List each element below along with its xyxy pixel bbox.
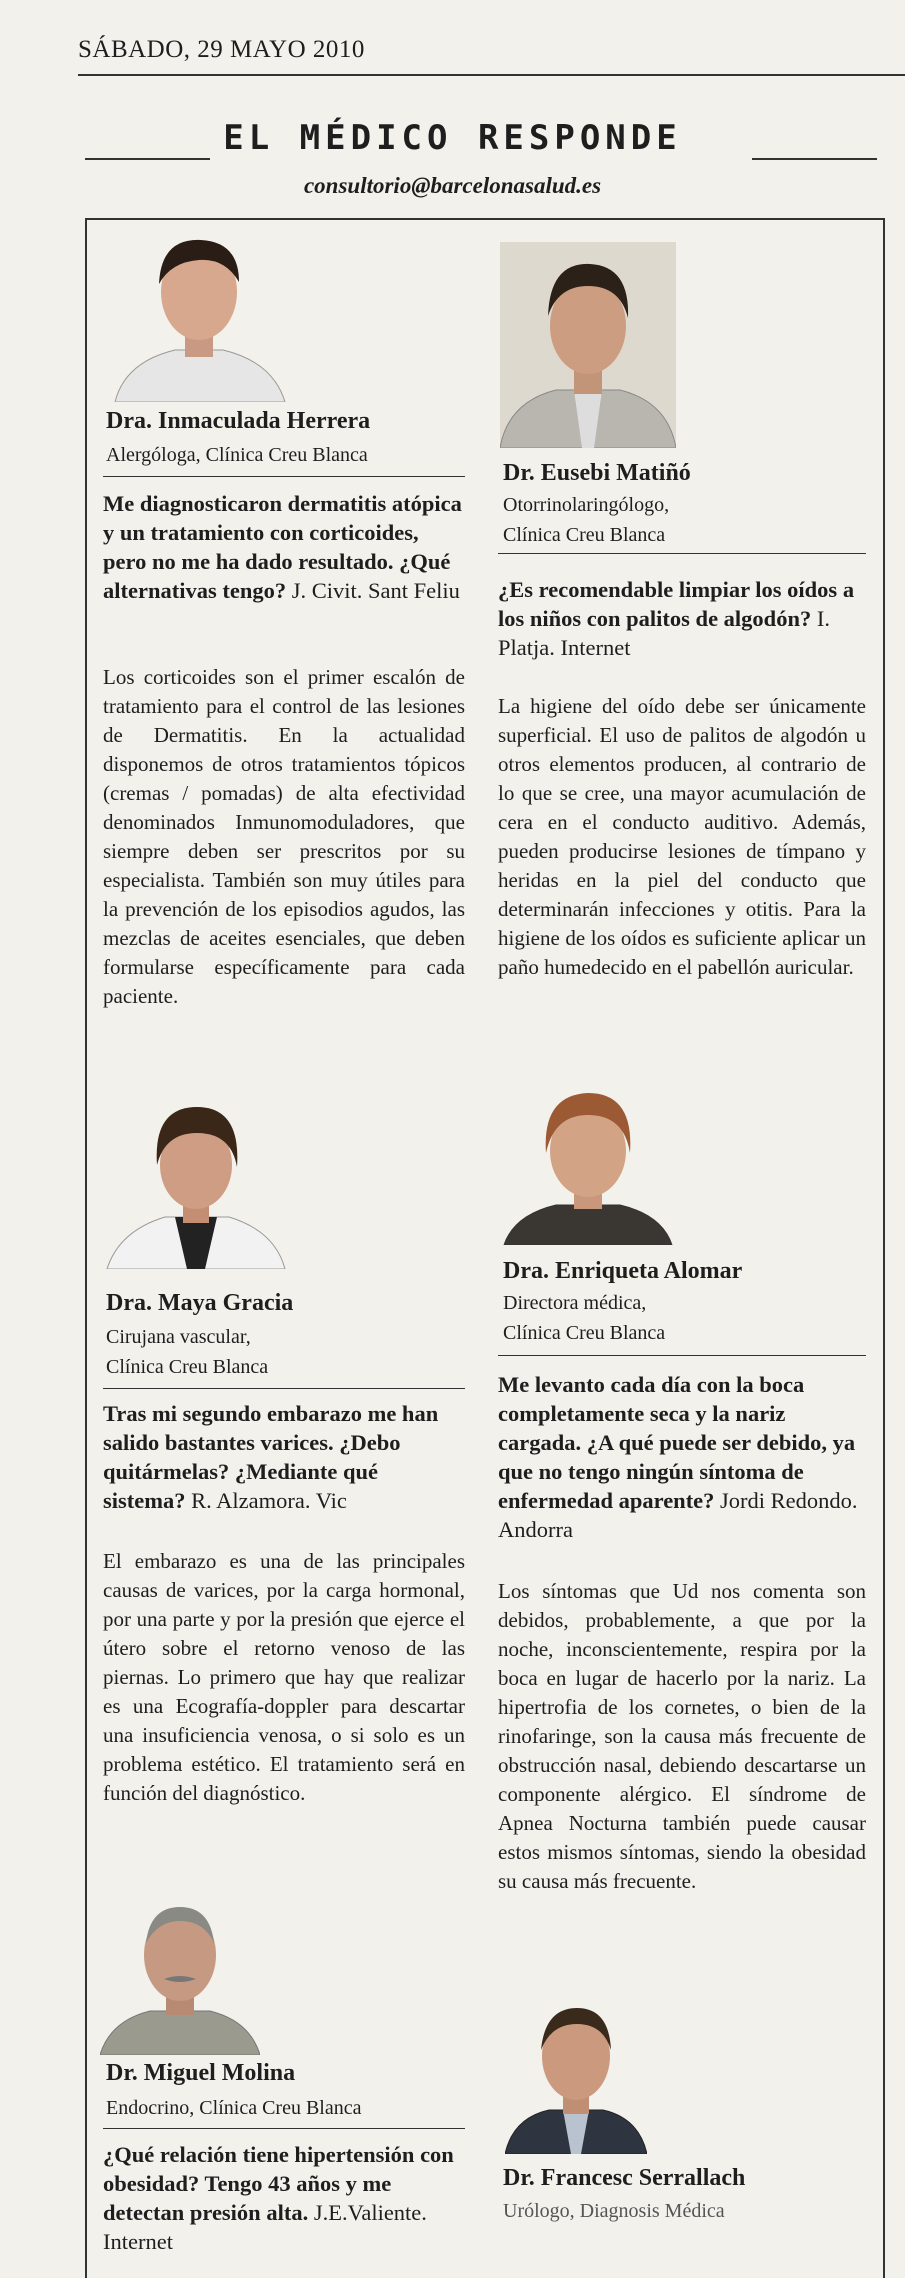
doctor-role: Endocrino, Clínica Creu Blanca <box>106 2097 362 2119</box>
section-title: EL MÉDICO RESPONDE <box>223 118 682 158</box>
doctor-name: Dr. Miguel Molina <box>106 2060 296 2086</box>
doctor-name: Dr. Francesc Serrallach <box>503 2165 746 2191</box>
question-text <box>103 489 465 605</box>
doctor-name: Dra. Enriqueta Alomar <box>503 1258 743 1284</box>
answer-text: Los corticoides son el primer escalón de tratamiento para el control de las lesiones de Dermatitis. En la actualidad disponemos de otros tratamientos tópicos (cremas / pomadas) de alta efectividad denominados Inmunomoduladores, que siempre deben ser prescritos por su especialista. También son muy útiles para la prevención de los episodios agudos, las mezclas de aceites esenciales, que deben formularse específicamente para cada paciente. <box>103 665 465 1008</box>
portrait-icon <box>100 1885 260 2055</box>
divider <box>498 1355 866 1356</box>
doctor-photo-molina <box>100 1885 260 2055</box>
portrait-icon <box>500 242 676 448</box>
question-text <box>103 2140 465 2256</box>
doctor-role: Directora médica, Clínica Creu Blanca <box>503 1292 666 1344</box>
doctor-photo-alomar <box>500 1075 676 1245</box>
divider <box>103 476 465 477</box>
doctor-name: Dra. Inmaculada Herrera <box>106 408 371 434</box>
portrait-icon <box>500 1075 676 1245</box>
question-author: J. Civit. Sant Feliu <box>291 578 460 603</box>
doctor-photo-herrera <box>105 222 293 402</box>
doctor-photo-serrallach <box>505 1990 647 2154</box>
doctor-photo-gracia <box>105 1093 287 1269</box>
masthead-line-left <box>85 158 210 160</box>
question: Me levanto cada día con la boca completamente seca y la nariz cargada. ¿A qué puede ser debido, ya que no tengo ningún síntoma de enfermedad aparente? <box>498 1372 856 1513</box>
doctor-role: Alergóloga, Clínica Creu Blanca <box>106 444 368 466</box>
doctor-name: Dr. Eusebi Matiñó <box>503 460 691 486</box>
question-author: Jordi Redondo. Andorra <box>498 1488 858 1542</box>
question: ¿Qué relación tiene hipertensión con obesidad? Tengo 43 años y me detectan presión alta. <box>103 2142 454 2225</box>
contact-email[interactable]: consultorio@barcelonasalud.es <box>303 173 602 198</box>
doctor-role: Otorrinolaringólogo, Clínica Creu Blanca <box>503 494 670 546</box>
divider <box>103 1388 465 1389</box>
divider <box>498 553 866 554</box>
divider <box>103 2128 465 2129</box>
question-author: R. Alzamora. Vic <box>191 1488 347 1513</box>
question: ¿Es recomendable limpiar los oídos a los niños con palitos de algodón? <box>498 577 855 631</box>
question: Tras mi segundo embarazo me han salido bastantes varices. ¿Debo quitármelas? ¿Mediante qué sistema? <box>103 1401 439 1513</box>
doctor-role: Cirujana vascular, Clínica Creu Blanca <box>106 1326 269 1378</box>
question-author: J.E.Valiente. Internet <box>103 2200 427 2254</box>
question: Me diagnosticaron dermatitis atópica y un tratamiento con corticoides, pero no me ha dado resultado. ¿Qué alternativas tengo? <box>103 491 462 603</box>
header-rule <box>78 74 905 76</box>
doctor-role: Urólogo, Diagnosis Médica <box>503 2200 725 2222</box>
answer-text: El embarazo es una de las principales causas de varices, por la carga hormonal, por una parte y por la presión que ejerce el útero sobre el retorno venoso de las piernas. Lo primero que hay que realizar es una Ecografía-doppler para descartar una insuficiencia venosa, o si solo es un problema estético. El tratamiento será en función del diagnóstico. <box>103 1549 465 1805</box>
issue-date: SÁBADO, 29 MAYO 2010 <box>78 36 365 63</box>
question-text <box>498 1370 866 1544</box>
masthead <box>0 118 905 158</box>
question-text <box>103 1399 465 1515</box>
doctor-name: Dra. Maya Gracia <box>106 1290 294 1316</box>
portrait-icon <box>105 1093 287 1269</box>
portrait-icon <box>505 1990 647 2154</box>
answer-text: La higiene del oído debe ser únicamente superficial. El uso de palitos de algodón u otros elementos producen, al contrario de lo que se cree, una mayor acumulación de cera en el conducto auditivo. Además, pueden producirse lesiones de tímpano y heridas en la piel del conducto que determinarán infecciones y otitis. Para la higiene de los oídos es suficiente aplicar un paño humedecido en el pabellón auricular. <box>498 694 866 979</box>
portrait-icon <box>105 222 293 402</box>
question-text <box>498 575 866 662</box>
masthead-line-right <box>752 158 877 160</box>
question-author: I. Platja. Internet <box>498 606 830 660</box>
answer-text: Los síntomas que Ud nos comenta son debidos, probablemente, a que por la noche, inconscientemente, respira por la boca en lugar de hacerlo por la nariz. La hipertrofia de los cornetes, o bien de la rinofaringe, son la causa más frecuente de obstrucción nasal, debiendo descartarse un componente alérgico. El síndrome de Apnea Nocturna también puede causar estos mismos síntomas, siendo la obesidad su causa más frecuente. <box>498 1579 866 1893</box>
doctor-photo-matino <box>500 242 676 448</box>
